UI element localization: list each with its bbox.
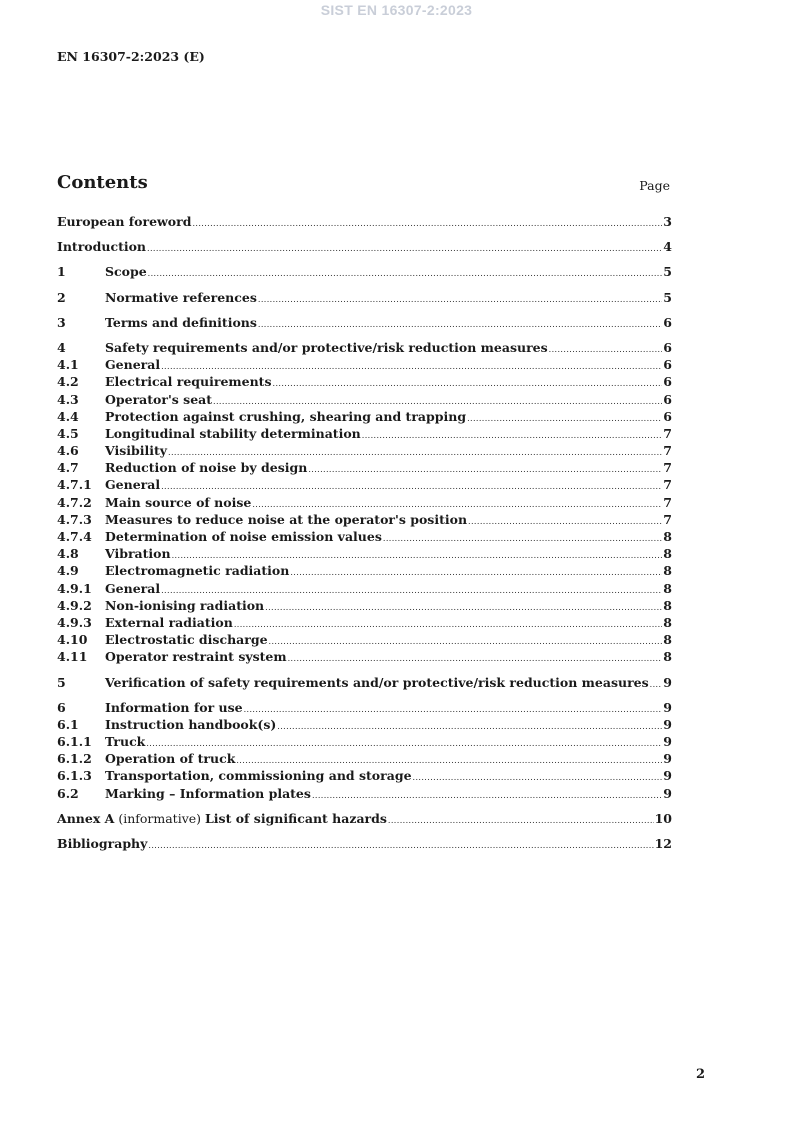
toc-entry[interactable] <box>57 356 672 373</box>
toc-dot-leader <box>650 676 663 693</box>
toc-entry[interactable] <box>57 442 672 459</box>
toc-entry-title: Truck <box>105 734 146 750</box>
annex-note: (informative) <box>114 810 206 826</box>
toc-entry-title: General <box>105 477 161 493</box>
toc-dot-leader <box>467 410 662 427</box>
toc-entry-title: Verification of safety requirements and/or protective/risk reduction measures <box>105 674 649 690</box>
toc-entry-number: 6.1.1 <box>57 734 92 750</box>
toc-entry[interactable] <box>57 238 672 255</box>
toc-entry-title: Terms and definitions <box>105 314 257 330</box>
toc-entry[interactable] <box>57 263 672 280</box>
toc-entry-page: 9 <box>663 734 672 750</box>
toc-entry-title: Non-ionising radiation <box>105 597 265 613</box>
toc-entry[interactable] <box>57 408 672 425</box>
toc-entry-title: Safety requirements and/or protective/risk reduction measures <box>105 339 548 355</box>
toc-dot-leader <box>244 701 663 718</box>
toc-entry-page: 6 <box>663 357 672 373</box>
toc-entry-page: 8 <box>663 632 672 648</box>
toc-entry-page: 6 <box>663 391 672 407</box>
toc-dot-leader <box>269 633 663 650</box>
toc-entry[interactable] <box>57 476 672 493</box>
toc-dot-leader <box>308 461 662 478</box>
toc-dot-leader <box>277 718 662 735</box>
toc-entry[interactable] <box>57 545 672 562</box>
toc-entry[interactable] <box>57 339 672 356</box>
toc-entry-title: Visibility <box>105 443 168 459</box>
toc-entry-number: 4.8 <box>57 546 79 562</box>
toc-dot-leader <box>147 240 662 257</box>
toc-entry-number: 4.7.1 <box>57 477 92 493</box>
toc-dot-leader <box>273 375 663 392</box>
toc-entry-number: 6.1.3 <box>57 768 92 784</box>
toc-entry-title: Longitudinal stability determination <box>105 425 361 441</box>
page-number: 2 <box>695 1067 705 1082</box>
toc-entry[interactable] <box>57 767 672 784</box>
toc-entry-page: 9 <box>663 768 672 784</box>
toc-entry-number: 3 <box>57 314 66 330</box>
toc-entry-number: 4.1 <box>57 357 79 373</box>
toc-dot-leader <box>362 427 663 444</box>
toc-entry[interactable] <box>57 289 672 306</box>
toc-entry-page: 12 <box>654 836 672 851</box>
toc-entry-title: Scope <box>105 264 147 280</box>
toc-entry-title: Information for use <box>105 699 243 715</box>
toc-entry[interactable] <box>57 459 672 476</box>
annex-title: List of significant hazards <box>205 810 387 826</box>
toc-dot-leader <box>290 564 662 581</box>
toc-entry[interactable] <box>57 614 672 631</box>
toc-entry-title: Electrical requirements <box>105 374 272 390</box>
toc-entry-page: 7 <box>663 425 672 441</box>
toc-entry[interactable] <box>57 391 672 408</box>
toc-entry-number: 4.7 <box>57 460 79 476</box>
toc-entry[interactable] <box>57 597 672 614</box>
toc-dot-leader <box>192 215 662 232</box>
toc-entry[interactable] <box>57 494 672 511</box>
toc-entry-title: Transportation, commissioning and storage <box>105 768 412 784</box>
toc-entry-number: 4.3 <box>57 391 79 407</box>
toc-entry-page: 7 <box>663 477 672 493</box>
toc-entry-page: 8 <box>663 563 672 579</box>
toc-entry-title: Electrostatic discharge <box>105 632 268 648</box>
toc-entry-title: Measures to reduce noise at the operator's position <box>105 511 468 527</box>
toc-entry-page: 9 <box>663 751 672 767</box>
page-column-label: Page <box>639 178 670 193</box>
toc-entry-title: Operation of truck <box>105 751 236 767</box>
document-id: EN 16307-2:2023 (E) <box>57 49 205 64</box>
toc-entry-page: 9 <box>663 699 672 715</box>
toc-entry-number: 4.2 <box>57 374 79 390</box>
toc-dot-leader <box>383 530 662 547</box>
toc-dot-leader <box>468 513 662 530</box>
toc-entry-page: 8 <box>663 649 672 665</box>
toc-entry-number: 4.10 <box>57 632 88 648</box>
toc-entry-number: 6.1 <box>57 716 79 732</box>
toc-entry-page: 8 <box>663 580 672 596</box>
table-of-contents <box>57 213 672 852</box>
toc-entry-page: 6 <box>663 314 672 330</box>
toc-entry[interactable] <box>57 716 672 733</box>
toc-entry-number: 6.1.2 <box>57 751 92 767</box>
toc-entry-page: 9 <box>663 716 672 732</box>
toc-entry-number: 4.9.3 <box>57 614 92 630</box>
toc-entry-page: 8 <box>663 529 672 544</box>
toc-dot-leader <box>413 769 663 786</box>
toc-entry-page: 6 <box>663 374 672 390</box>
toc-entry-page: 4 <box>663 239 672 255</box>
toc-dot-leader <box>549 341 663 358</box>
toc-entry-title: Marking – Information plates <box>105 785 311 801</box>
toc-entry-page: 5 <box>663 289 672 305</box>
toc-dot-leader <box>148 265 663 282</box>
toc-entry-number: 4.4 <box>57 408 79 424</box>
toc-entry[interactable] <box>57 785 672 802</box>
toc-entry-title: Main source of noise <box>105 494 252 510</box>
toc-entry[interactable] <box>57 528 672 545</box>
toc-entry-number: 4.11 <box>57 649 88 665</box>
toc-entry[interactable] <box>57 314 672 331</box>
toc-entry-annex[interactable] <box>57 810 672 827</box>
toc-entry-number: 4.5 <box>57 425 79 441</box>
toc-entry-number: 5 <box>57 674 66 690</box>
annex-label: Annex A <box>57 810 115 826</box>
toc-entry-number: 4.9 <box>57 563 79 579</box>
toc-entry-page: 9 <box>663 674 672 690</box>
toc-dot-leader <box>288 650 663 667</box>
toc-entry-title: Vibration <box>105 546 171 562</box>
toc-entry-page: 8 <box>663 597 672 613</box>
toc-dot-leader <box>148 837 653 854</box>
toc-entry-title: Operator restraint system <box>105 649 287 665</box>
toc-entry-number: 4.9.2 <box>57 597 92 613</box>
toc-entry-number: 6 <box>57 699 66 715</box>
toc-entry-page: 8 <box>663 614 672 630</box>
toc-entry-title: Determination of noise emission values <box>105 529 382 544</box>
toc-entry-page: 7 <box>663 511 672 527</box>
toc-entry-page: 7 <box>663 443 672 459</box>
toc-dot-leader <box>388 812 654 829</box>
toc-entry-number: 4.7.4 <box>57 529 92 544</box>
toc-dot-leader <box>312 787 662 804</box>
toc-entry-title: General <box>105 580 161 596</box>
toc-entry-bibliography[interactable] <box>57 835 672 852</box>
toc-dot-leader <box>258 291 662 308</box>
toc-annex-title <box>57 810 387 827</box>
watermark: SIST EN 16307-2:2023 <box>320 2 473 18</box>
toc-entry[interactable] <box>57 699 672 716</box>
toc-entry[interactable] <box>57 511 672 528</box>
toc-entry-number: 4.7.2 <box>57 494 92 510</box>
toc-entry-title: European foreword <box>57 214 192 229</box>
toc-entry-title: Protection against crushing, shearing and trapping <box>105 408 467 424</box>
toc-entry-page: 3 <box>663 214 672 229</box>
toc-entry-title: Normative references <box>105 289 257 305</box>
toc-entry-number: 4 <box>57 339 66 355</box>
toc-entry-title: Electromagnetic radiation <box>105 563 290 579</box>
toc-entry-page: 7 <box>663 460 672 476</box>
toc-entry-title: Reduction of noise by design <box>105 460 308 476</box>
toc-entry-page: 7 <box>663 494 672 510</box>
toc-entry-page: 5 <box>663 264 672 280</box>
toc-entry-number: 4.7.3 <box>57 511 92 527</box>
toc-entry-title: External radiation <box>105 614 233 630</box>
contents-heading: Contents <box>57 172 148 193</box>
toc-entry-title: Introduction <box>57 239 147 255</box>
toc-entry-page: 9 <box>663 785 672 801</box>
toc-entry-number: 1 <box>57 264 66 280</box>
toc-dot-leader <box>234 616 662 633</box>
toc-entry[interactable] <box>57 373 672 390</box>
toc-entry[interactable] <box>57 631 672 648</box>
toc-entry[interactable] <box>57 580 672 597</box>
toc-entry-page: 6 <box>663 339 672 355</box>
toc-entry[interactable] <box>57 733 672 750</box>
toc-dot-leader <box>265 599 662 616</box>
toc-entry-page: 6 <box>663 408 672 424</box>
toc-entry[interactable] <box>57 562 672 579</box>
toc-entry-number: 6.2 <box>57 785 79 801</box>
toc-entry-title: Operator's seat <box>105 391 213 407</box>
toc-entry-title: General <box>105 357 161 373</box>
toc-entry[interactable] <box>57 425 672 442</box>
toc-entry-page: 8 <box>663 546 672 562</box>
toc-entry[interactable] <box>57 648 672 665</box>
toc-entry-number: 4.6 <box>57 443 79 459</box>
toc-dot-leader <box>258 316 662 333</box>
toc-entry[interactable] <box>57 213 672 230</box>
toc-entry[interactable] <box>57 674 672 691</box>
toc-entry-title: Bibliography <box>57 836 148 851</box>
toc-entry-page: 10 <box>654 810 672 826</box>
toc-entry[interactable] <box>57 750 672 767</box>
toc-entry-title: Instruction handbook(s) <box>105 716 277 732</box>
toc-entry-number: 4.9.1 <box>57 580 92 596</box>
toc-entry-number: 2 <box>57 289 66 305</box>
